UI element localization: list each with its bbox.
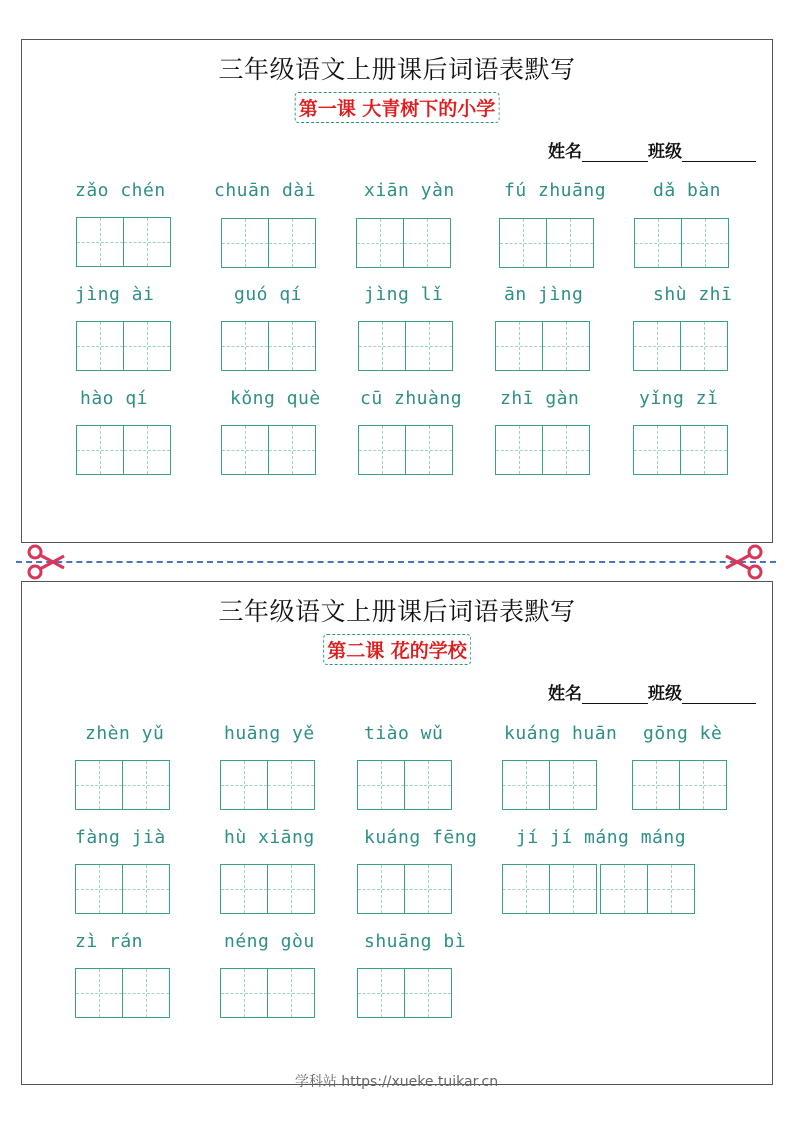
char-box[interactable] [679,760,727,810]
writing-grid[interactable] [220,760,314,810]
char-box[interactable] [123,217,171,267]
char-box[interactable] [542,425,590,475]
word-pinyin: hào qí [80,388,149,409]
word-pinyin: chuān dài [214,180,317,201]
word-pinyin: fú zhuāng [504,180,607,201]
char-box[interactable] [268,218,316,268]
writing-grid[interactable] [76,425,170,475]
char-box[interactable] [404,968,452,1018]
writing-grid[interactable] [221,321,315,371]
char-box[interactable] [221,321,269,371]
word-pinyin: hù xiāng [224,827,315,848]
word-pinyin: ān jìng [504,284,584,305]
writing-grid[interactable] [76,321,170,371]
writing-grid[interactable] [634,218,728,268]
char-box[interactable] [634,218,682,268]
char-box[interactable] [680,321,728,371]
char-box[interactable] [546,218,594,268]
footer-watermark: 学科站 https://xueke.tuikar.cn [294,1074,499,1090]
writing-grid[interactable] [632,760,726,810]
char-box[interactable] [358,321,406,371]
char-box[interactable] [356,218,404,268]
word-pinyin: kǒng què [230,388,321,409]
word-pinyin: guó qí [234,284,303,305]
writing-grid[interactable] [357,864,451,914]
page-title: 三年级语文上册课后词语表默写 [218,597,576,626]
word-pinyin: zhèn yǔ [85,723,165,744]
char-box[interactable] [647,864,695,914]
char-box[interactable] [220,760,268,810]
char-box[interactable] [404,864,452,914]
char-box[interactable] [358,425,406,475]
char-box[interactable] [357,864,405,914]
word-pinyin: shù zhī [653,284,733,305]
name-label: 姓名 [548,142,582,162]
char-box[interactable] [76,425,124,475]
word-pinyin: zǎo chén [75,180,166,201]
word-pinyin: xiān yàn [364,180,455,201]
char-box[interactable] [542,321,590,371]
name-blank[interactable] [582,160,648,162]
char-box[interactable] [268,425,316,475]
word-pinyin: gōng kè [643,723,723,744]
char-box[interactable] [122,968,170,1018]
word-pinyin: néng gòu [224,931,315,952]
writing-grid[interactable] [75,968,169,1018]
name-class-line [548,137,756,162]
scissors-icon [724,544,764,580]
char-box[interactable] [357,968,405,1018]
worksheet-section-lesson-2 [21,581,773,1085]
char-box[interactable] [499,218,547,268]
char-box[interactable] [502,760,550,810]
worksheet-section-lesson-1 [21,39,773,543]
char-box[interactable] [681,218,729,268]
char-box[interactable] [600,864,648,914]
writing-grid[interactable] [499,218,593,268]
char-pair [502,864,596,914]
name-class-line [548,679,756,704]
word-pinyin: fàng jià [75,827,166,848]
writing-grid[interactable] [358,321,452,371]
word-pinyin: kuáng fēng [364,827,478,848]
name-label: 姓名 [548,684,582,704]
writing-grid[interactable] [356,218,450,268]
word-pinyin: zhī gàn [500,388,580,409]
class-label: 班级 [648,142,682,162]
word-pinyin: jìng lǐ [364,284,444,305]
word-pinyin: shuāng bì [364,931,467,952]
cut-line [16,561,776,563]
char-box[interactable] [357,760,405,810]
scissors-icon [26,544,66,580]
char-box[interactable] [76,217,124,267]
writing-grid[interactable] [76,217,170,267]
char-box[interactable] [122,864,170,914]
writing-grid[interactable] [502,760,596,810]
char-box[interactable] [221,425,269,475]
char-box[interactable] [220,864,268,914]
char-box[interactable] [268,321,316,371]
char-box[interactable] [221,218,269,268]
writing-grid[interactable] [633,321,727,371]
char-box[interactable] [680,425,728,475]
writing-grid[interactable] [220,968,314,1018]
word-pinyin: kuáng huān [504,723,618,744]
char-box[interactable] [495,321,543,371]
writing-grid[interactable] [495,425,589,475]
writing-grid[interactable] [357,760,451,810]
char-box[interactable] [632,760,680,810]
char-box[interactable] [267,864,315,914]
char-box[interactable] [267,968,315,1018]
word-pinyin: cū zhuàng [360,388,463,409]
char-box[interactable] [122,760,170,810]
writing-grid[interactable] [358,425,452,475]
class-blank[interactable] [682,160,756,162]
writing-grid[interactable] [221,218,315,268]
char-box[interactable] [502,864,550,914]
char-box[interactable] [633,425,681,475]
writing-grid[interactable] [220,864,314,914]
writing-grid[interactable] [495,321,589,371]
class-blank[interactable] [682,702,756,704]
char-box[interactable] [123,321,171,371]
char-box[interactable] [549,864,597,914]
lesson-title: 第一课 大青树下的小学 [295,92,500,123]
word-pinyin: jí jí máng máng [516,827,687,848]
writing-grid[interactable] [75,760,169,810]
char-box[interactable] [633,321,681,371]
char-box[interactable] [75,968,123,1018]
word-pinyin: huāng yě [224,723,315,744]
char-box[interactable] [495,425,543,475]
char-box[interactable] [405,425,453,475]
word-pinyin: dǎ bàn [653,180,722,201]
char-box[interactable] [267,760,315,810]
word-pinyin: tiào wǔ [364,723,444,744]
word-pinyin: zì rán [75,931,144,952]
char-box[interactable] [549,760,597,810]
writing-grid-four[interactable] [502,864,694,914]
writing-grid[interactable] [633,425,727,475]
char-box[interactable] [75,760,123,810]
writing-grid[interactable] [357,968,451,1018]
lesson-title: 第二课 花的学校 [323,634,471,665]
char-box[interactable] [220,968,268,1018]
name-blank[interactable] [582,702,648,704]
char-box[interactable] [75,864,123,914]
page-title: 三年级语文上册课后词语表默写 [218,55,576,84]
char-box[interactable] [403,218,451,268]
char-box[interactable] [405,321,453,371]
char-box[interactable] [76,321,124,371]
char-box[interactable] [404,760,452,810]
word-pinyin: yǐng zǐ [639,388,719,409]
writing-grid[interactable] [75,864,169,914]
writing-grid[interactable] [221,425,315,475]
char-box[interactable] [123,425,171,475]
char-pair [600,864,694,914]
class-label: 班级 [648,684,682,704]
word-pinyin: jìng ài [75,284,155,305]
